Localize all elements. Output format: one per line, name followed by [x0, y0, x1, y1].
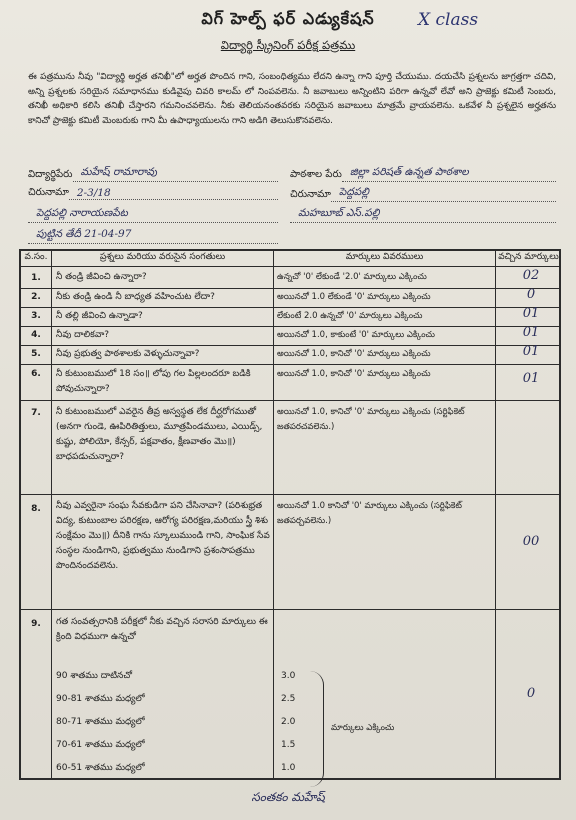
address-value: 2-3/18: [69, 187, 278, 200]
student-name-line: [28, 166, 278, 182]
row-number: 6.: [31, 369, 41, 379]
school-name-line: [290, 166, 556, 182]
address-line: [28, 186, 278, 200]
row-number: 1.: [31, 273, 41, 283]
col-divider: [51, 251, 52, 778]
marks-obtained: 01: [522, 325, 540, 340]
marks-rule: అయినచో 1.0, కానిచో '0' మార్కులు ఎక్కించు (సర్టిఫికెట్ జతపరచవలెను.): [277, 407, 465, 432]
marks-obtained: 02: [522, 268, 540, 283]
question-text: నీకు తండ్రి ఉండి నీ బాధ్యత వహించుట లేదా?: [56, 292, 215, 302]
grade-points: 1.5: [281, 740, 296, 750]
question-text: నీవు ఎవ్వరైనా సంఘ సేవకుడిగా పని చేసినావా? (పరిశుభ్రత విద్య, కుటుంబాల పరిరక్షణ, ఆరోగ్య పరిరక్షణ,మరియు స్త్రీ శిశు సంక్షేమం మొ॥) దీనికి గాను స్కూలుముండి గాని, సాంఘిక సేవ సంస్థల నుండిగాని, ప్రభుత్వము నుండిగాని ప్రశంసాపత్రము పొందినందవలెను.: [56, 501, 270, 571]
question-text: నీవు ప్రభుత్వ పాఠశాలకు వెళ్ళుచున్నావా?: [56, 349, 200, 359]
row-divider: [21, 307, 559, 308]
marks-obtained: 00: [522, 534, 540, 549]
header-marks-details: మార్కులు వివరములు: [345, 252, 424, 262]
grade-points: 2.0: [281, 717, 296, 727]
row-divider: [21, 266, 559, 267]
grade-range: 90 శాతము దాటినచో: [56, 671, 133, 681]
col-divider: [273, 251, 274, 778]
row-number: 5.: [31, 349, 41, 359]
col-divider: [495, 251, 496, 778]
header-sno: వ.సం.: [24, 252, 48, 262]
marks-rule: అయినచో 1.0, కానిచో '0' మార్కులు ఎక్కించు: [277, 349, 431, 359]
question-text: నీవు దాలికవా?: [56, 330, 110, 340]
row-number: 2.: [31, 292, 41, 302]
address-line-2: [28, 207, 278, 223]
grade-range: 90-81 శాతము మధ్యలో: [56, 694, 145, 704]
row-divider: [21, 609, 559, 610]
question-text: నీ తండ్రి జీవించి ఉన్నారా?: [56, 272, 147, 282]
student-name-value: మహేష్ రామారావు: [73, 166, 278, 182]
header-questions: ప్రశ్నలు మరియు వరుసైన సంగతులు: [99, 252, 226, 262]
row-number: 8.: [31, 504, 41, 514]
marks-rule: అయినచో 1.0, కానిచో '0' మార్కులు ఎక్కించు: [277, 369, 431, 379]
form-title: విగ్ హెల్ప్ ఫర్ ఎడ్యుకేషన్: [201, 9, 375, 28]
screening-table: [19, 249, 561, 780]
row-divider: [21, 326, 559, 327]
grade-note: మార్కులు ఎక్కించు: [331, 723, 395, 733]
question-text: గత సంవత్సరానికి పరీక్షలో నీకు వచ్చిన సరాసరి మార్కులు ఈ క్రింది విధముగా ఉన్నచో: [56, 617, 268, 642]
marks-obtained: 0: [526, 287, 536, 302]
school-address-line: [290, 186, 556, 202]
signature: సంతకం మహేష్: [251, 790, 325, 804]
row-number: 7.: [31, 408, 41, 418]
grade-range: 60-51 శాతము మధ్యలో: [56, 763, 145, 773]
header-marks-obtained: వచ్చిన మార్కులు: [498, 252, 559, 262]
row-divider: [21, 345, 559, 346]
student-name-label: విద్యార్థిపేరు: [28, 169, 73, 180]
school-address-line-2-value: మహబూబ్ ఎస్.పల్లి: [290, 207, 556, 223]
dob-line: [28, 228, 278, 244]
marks-rule: అయినచో 1.0 లేకుండే '0' మార్కులు ఎక్కించు: [277, 292, 431, 302]
grade-points: 1.0: [281, 763, 296, 773]
school-address-label: చిరునామా: [290, 189, 331, 200]
row-divider: [21, 400, 559, 401]
marks-rule: అయినచో 1.0, కాకుంటే '0' మార్కులు ఎక్కించు: [277, 330, 435, 340]
grade-range: 70-61 శాతము మధ్యలో: [56, 740, 145, 750]
grade-points: 3.0: [281, 671, 296, 681]
school-name-value: జిల్లా పరిషత్ ఉన్నత పాఠశాల: [342, 166, 556, 182]
address-line-2-value: పెద్దపల్లి నారాయణపేట: [28, 207, 278, 223]
instructions-paragraph: ఈ పత్రమును నీవు "విద్యార్థి అర్హత తనిఖీ"లో అర్హత పొందిన గాని, సంబంధిత్యము లేదని ఉన్నా గాని పూర్తి చేయుము. దయచేసి ప్రశ్నలను జాగ్రత్తగా చదివి, అన్ని ప్రశ్నలకు సరియైన సమాధానము కుడివైపు చివరి కాలమ్ లో నింపవలెను. నీ జవాబులు అన్నింటిని పరిగా ఉన్నవో లేవో అని ప్రాజెక్టు కమిటీ సెంబరు, తనిఖీ అధికారి కలిసి తనిఖీ చేస్తారని గమనించవలెను. నీకు తెలియనంతవరకు సరియైన జవాబులు మాత్రమే వ్రాయవలెను. ఒకవేళ నీ ప్రశ్నలైన అర్హతను కానిచో ప్రాజెక్టు కమిటీ మెంబరుకు గాని మీ ఉపాధ్యాయులను గాని అడిగి తెలుసుకొనవలెను.: [28, 72, 556, 126]
class-annotation: X class: [418, 10, 479, 30]
marks-obtained: 01: [522, 371, 540, 386]
marks-obtained: 01: [522, 306, 540, 321]
grade-range: 80-71 శాతము మధ్యలో: [56, 717, 145, 727]
row-divider: [21, 494, 559, 495]
school-address-line-2: [290, 207, 556, 223]
grade-brace: [309, 671, 324, 787]
question-text: నీ కుటుంబములో 18 సం॥ లోపు గల పిల్లలందరూ బడికి పోవుచున్నారా?: [56, 369, 251, 394]
marks-rule: ఉన్నచో '0' లేకుండే '2.0' మార్కులు ఎక్కించు: [277, 272, 427, 282]
row-number: 4.: [31, 330, 41, 340]
marks-obtained: 01: [522, 344, 540, 359]
address-label: చిరునామా: [28, 187, 69, 198]
row-divider: [21, 364, 559, 365]
question-text: నీ కుటుంబములో ఎవరైన తీవ్ర అస్వస్థత లేక దీర్ఘరోగముతో (అనగా గుండె, ఊపిరితిత్తులు, మూత్రపిండములు, ఎయిడ్స్, కుష్టు, పోలియో, కేన్సర్, పక్షవాతం, క్షీణవాతం మొ॥) బాధపడుచున్నారా?: [56, 407, 263, 462]
form-subtitle: విద్యార్థి స్క్రీనింగ్ పరీక్ష పత్రము: [220, 38, 356, 52]
row-number: 9.: [31, 619, 41, 629]
marks-rule: అయినచో 1.0 కానిచో '0' మార్కులు ఎక్కించు (సర్టిఫికెట్ జతపర్చవలెను.): [277, 501, 462, 526]
question-text: నీ తల్లి జీవించి ఉన్నాడా?: [56, 311, 143, 321]
dob-value: పుట్టిన తేదీ 21-04-97: [28, 228, 278, 244]
row-divider: [21, 288, 559, 289]
grade-points: 2.5: [281, 694, 296, 704]
school-address-value: పెద్దపల్లి: [331, 186, 556, 202]
marks-rule: లేకుంటే 2.0 ఉన్నచో '0' మార్కులు ఎక్కించు: [277, 311, 423, 321]
school-name-label: పాఠశాల పేరు: [290, 169, 342, 180]
row-number: 3.: [31, 311, 41, 321]
marks-obtained: 0: [526, 686, 536, 701]
